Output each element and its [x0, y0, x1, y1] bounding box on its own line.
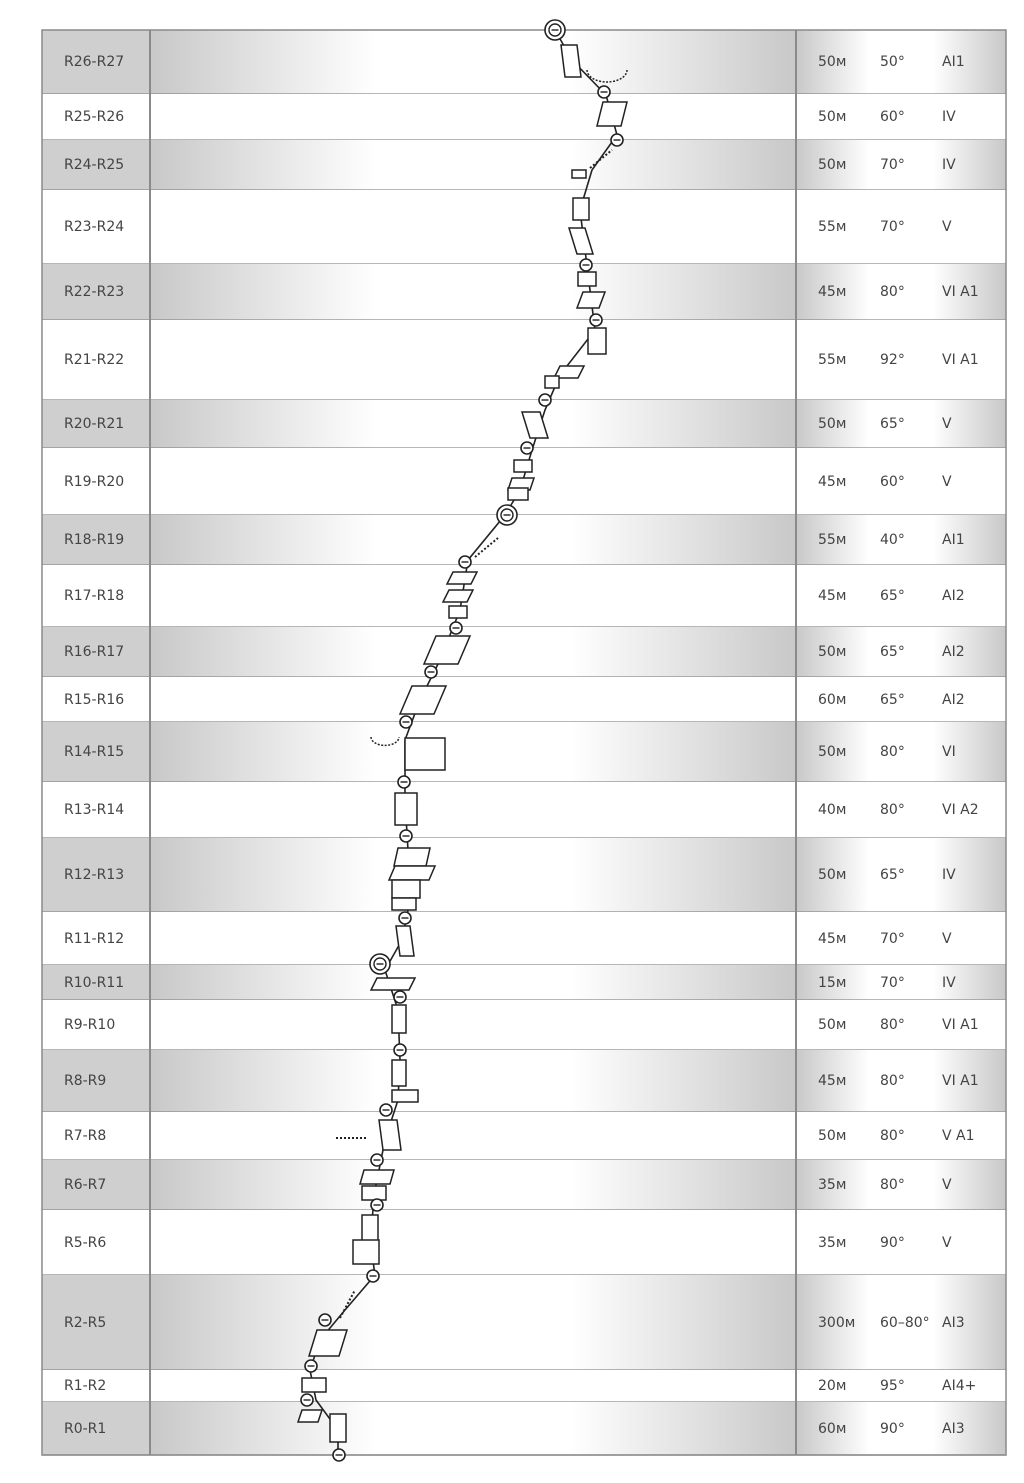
pitch-id: R12-R13 — [64, 867, 125, 883]
slab-icon — [572, 170, 586, 178]
pitch-band — [150, 782, 796, 838]
pitch-length: 45м — [818, 473, 847, 490]
corner-icon — [561, 45, 581, 77]
belay-station-icon — [400, 716, 412, 728]
slab-icon — [371, 978, 415, 990]
pitch-band — [150, 1275, 796, 1370]
pitch-grade: VI A2 — [942, 802, 979, 818]
pitch-angle: 80° — [880, 1128, 905, 1144]
slab-icon — [597, 102, 627, 126]
slab-icon — [447, 572, 477, 584]
pitch-length: 15м — [818, 974, 847, 991]
belay-station-icon — [450, 622, 462, 634]
pitch-grade: IV — [942, 974, 956, 991]
pitch-angle: 70° — [880, 219, 905, 235]
pitch-length: 50м — [818, 54, 847, 70]
double-belay-icon — [370, 954, 390, 974]
slab-icon — [389, 866, 435, 880]
pitch-length: 50м — [818, 1017, 847, 1033]
pitch-angle: 60–80° — [880, 1314, 930, 1331]
pitch-length: 50м — [818, 1128, 847, 1144]
pitch-angle: 65° — [880, 416, 905, 432]
pitch-band — [150, 627, 796, 677]
pitch-grade: V — [942, 219, 952, 235]
belay-station-icon — [539, 394, 551, 406]
pitch-id: R5-R6 — [64, 1234, 107, 1251]
pitch-band — [150, 1112, 796, 1160]
pitch-grade: AI2 — [942, 644, 965, 660]
belay-station-icon — [598, 86, 610, 98]
pitch-length: 50м — [818, 157, 847, 173]
belay-station-icon — [398, 776, 410, 788]
belay-station-icon — [371, 1199, 383, 1211]
belay-station-icon — [590, 314, 602, 326]
pitch-grade: V — [942, 1234, 952, 1251]
belay-station-icon — [380, 1104, 392, 1116]
belay-station-icon — [305, 1360, 317, 1372]
belay-station-icon — [459, 556, 471, 568]
pitch-id: R17-R18 — [64, 588, 125, 604]
pitch-angle: 80° — [880, 284, 905, 300]
pitch-grade: AI3 — [942, 1420, 965, 1437]
pitch-id: R16-R17 — [64, 644, 125, 660]
pitch-band — [150, 30, 796, 94]
pitch-length: 45м — [818, 284, 847, 300]
belay-station-icon — [611, 134, 623, 146]
pitch-length: 55м — [818, 219, 847, 235]
slab-icon — [508, 488, 528, 500]
pitch-id: R15-R16 — [64, 691, 125, 708]
pitch-length: 300м — [818, 1314, 856, 1331]
pitch-length: 35м — [818, 1177, 847, 1193]
pitch-id: R1-R2 — [64, 1378, 107, 1394]
pitch-angle: 80° — [880, 744, 905, 760]
pitch-id: R24-R25 — [64, 157, 125, 173]
pitch-band — [150, 264, 796, 320]
pitch-id: R20-R21 — [64, 416, 125, 432]
pitch-angle: 70° — [880, 157, 905, 173]
pitch-length: 60м — [818, 1420, 847, 1437]
pitch-grade: VI A1 — [942, 1017, 979, 1033]
pitch-angle: 80° — [880, 1177, 905, 1193]
corner-icon — [330, 1414, 346, 1442]
pitch-id: R6-R7 — [64, 1177, 107, 1193]
pitch-angle: 60° — [880, 473, 905, 490]
pitch-id: R13-R14 — [64, 802, 125, 818]
pitch-grade: V A1 — [942, 1128, 975, 1144]
slab-icon — [302, 1378, 326, 1392]
pitch-grade: AI3 — [942, 1314, 965, 1331]
belay-station-icon — [580, 259, 592, 271]
pitch-rows — [42, 30, 1006, 1455]
pitch-angle: 40° — [880, 532, 905, 548]
pitch-grade: AI4+ — [942, 1378, 977, 1394]
pitch-band — [150, 1050, 796, 1112]
pitch-length: 50м — [818, 109, 847, 125]
belay-station-icon — [399, 912, 411, 924]
corner-icon — [588, 328, 606, 354]
slab-icon — [395, 793, 417, 825]
belay-station-icon — [301, 1394, 313, 1406]
slab-icon — [353, 1240, 379, 1264]
pitch-grade: VI A1 — [942, 284, 979, 300]
pitch-grade: AI1 — [942, 532, 965, 548]
pitch-length: 45м — [818, 930, 847, 947]
pitch-band — [150, 1160, 796, 1210]
slab-icon — [545, 376, 559, 388]
belay-station-icon — [400, 830, 412, 842]
pitch-id: R25-R26 — [64, 109, 125, 125]
corner-icon — [396, 926, 414, 956]
slab-icon — [362, 1186, 386, 1200]
pitch-band — [150, 838, 796, 912]
slab-icon — [514, 460, 532, 472]
pitch-band — [150, 1370, 796, 1402]
pitch-id: R9-R10 — [64, 1017, 116, 1033]
pitch-grade: IV — [942, 867, 956, 883]
belay-station-icon — [521, 442, 533, 454]
pitch-length: 50м — [818, 867, 847, 883]
pitch-id: R23-R24 — [64, 219, 125, 235]
pitch-length: 35м — [818, 1234, 847, 1251]
pitch-band — [150, 677, 796, 722]
pitch-band — [150, 140, 796, 190]
pitch-band — [150, 965, 796, 1000]
pitch-grade: AI2 — [942, 691, 965, 708]
pitch-band — [150, 1402, 796, 1455]
pitch-id: R2-R5 — [64, 1314, 107, 1331]
pitch-id: R22-R23 — [64, 284, 125, 300]
corner-icon — [379, 1120, 401, 1150]
pitch-angle: 65° — [880, 867, 905, 883]
belay-station-icon — [425, 666, 437, 678]
pitch-angle: 90° — [880, 1234, 905, 1251]
pitch-angle: 60° — [880, 109, 905, 125]
pitch-length: 45м — [818, 588, 847, 604]
pitch-length: 20м — [818, 1378, 847, 1394]
pitch-band — [150, 94, 796, 140]
slab-icon — [394, 848, 430, 866]
corner-icon — [362, 1215, 378, 1241]
pitch-grade: V — [942, 416, 952, 432]
pitch-angle: 80° — [880, 1017, 905, 1033]
pitch-length: 50м — [818, 744, 847, 760]
slab-icon — [298, 1410, 322, 1422]
double-belay-icon — [497, 505, 517, 525]
belay-station-icon — [394, 991, 406, 1003]
pitch-id: R19-R20 — [64, 473, 125, 490]
pitch-band — [150, 515, 796, 565]
pitch-grade: V — [942, 930, 952, 947]
pitch-id: R11-R12 — [64, 930, 125, 947]
slab-icon — [392, 1090, 418, 1102]
pitch-id: R26-R27 — [64, 54, 125, 70]
pitch-band — [150, 722, 796, 782]
pitch-grade: AI1 — [942, 54, 965, 70]
belay-station-icon — [333, 1449, 345, 1461]
pitch-band — [150, 912, 796, 965]
pitch-id: R10-R11 — [64, 974, 125, 991]
pitch-grade: IV — [942, 157, 956, 173]
pitch-grade: IV — [942, 109, 956, 125]
pitch-length: 55м — [818, 352, 847, 368]
double-belay-icon — [545, 20, 565, 40]
slab-icon — [405, 738, 445, 770]
slab-icon — [392, 880, 420, 898]
pitch-length: 50м — [818, 416, 847, 432]
pitch-grade: VI A1 — [942, 352, 979, 368]
pitch-band — [150, 1210, 796, 1275]
pitch-angle: 50° — [880, 54, 905, 70]
pitch-band — [150, 400, 796, 448]
belay-station-icon — [371, 1154, 383, 1166]
pitch-length: 55м — [818, 532, 847, 548]
pitch-id: R18-R19 — [64, 532, 125, 548]
belay-station-icon — [319, 1314, 331, 1326]
pitch-band — [150, 448, 796, 515]
slab-icon — [360, 1170, 394, 1184]
pitch-angle: 65° — [880, 644, 905, 660]
corner-icon — [573, 198, 589, 220]
pitch-angle: 80° — [880, 802, 905, 818]
pitch-id: R0-R1 — [64, 1420, 107, 1437]
pitch-angle: 92° — [880, 352, 905, 368]
pitch-length: 40м — [818, 802, 847, 818]
pitch-grade: V — [942, 1177, 952, 1193]
pitch-angle: 70° — [880, 930, 905, 947]
pitch-angle: 95° — [880, 1378, 905, 1394]
slab-icon — [578, 272, 596, 286]
belay-station-icon — [367, 1270, 379, 1282]
pitch-angle: 80° — [880, 1073, 905, 1089]
pitch-length: 45м — [818, 1073, 847, 1089]
pitch-grade: V — [942, 473, 952, 490]
slab-icon — [449, 606, 467, 618]
pitch-grade: AI2 — [942, 588, 965, 604]
pitch-id: R14-R15 — [64, 744, 125, 760]
slab-icon — [443, 590, 473, 602]
pitch-band — [150, 320, 796, 400]
slab-icon — [392, 898, 416, 910]
corner-icon — [392, 1005, 406, 1033]
pitch-id: R21-R22 — [64, 352, 125, 368]
pitch-band — [150, 1000, 796, 1050]
pitch-angle: 65° — [880, 691, 905, 708]
pitch-id: R7-R8 — [64, 1128, 107, 1144]
pitch-angle: 90° — [880, 1420, 905, 1437]
pitch-length: 60м — [818, 691, 847, 708]
pitch-grade: VI A1 — [942, 1073, 979, 1089]
pitch-angle: 65° — [880, 588, 905, 604]
belay-station-icon — [394, 1044, 406, 1056]
pitch-angle: 70° — [880, 974, 905, 991]
corner-icon — [392, 1060, 406, 1086]
pitch-id: R8-R9 — [64, 1073, 107, 1089]
pitch-length: 50м — [818, 644, 847, 660]
pitch-band — [150, 190, 796, 264]
pitch-grade: VI — [942, 744, 956, 760]
